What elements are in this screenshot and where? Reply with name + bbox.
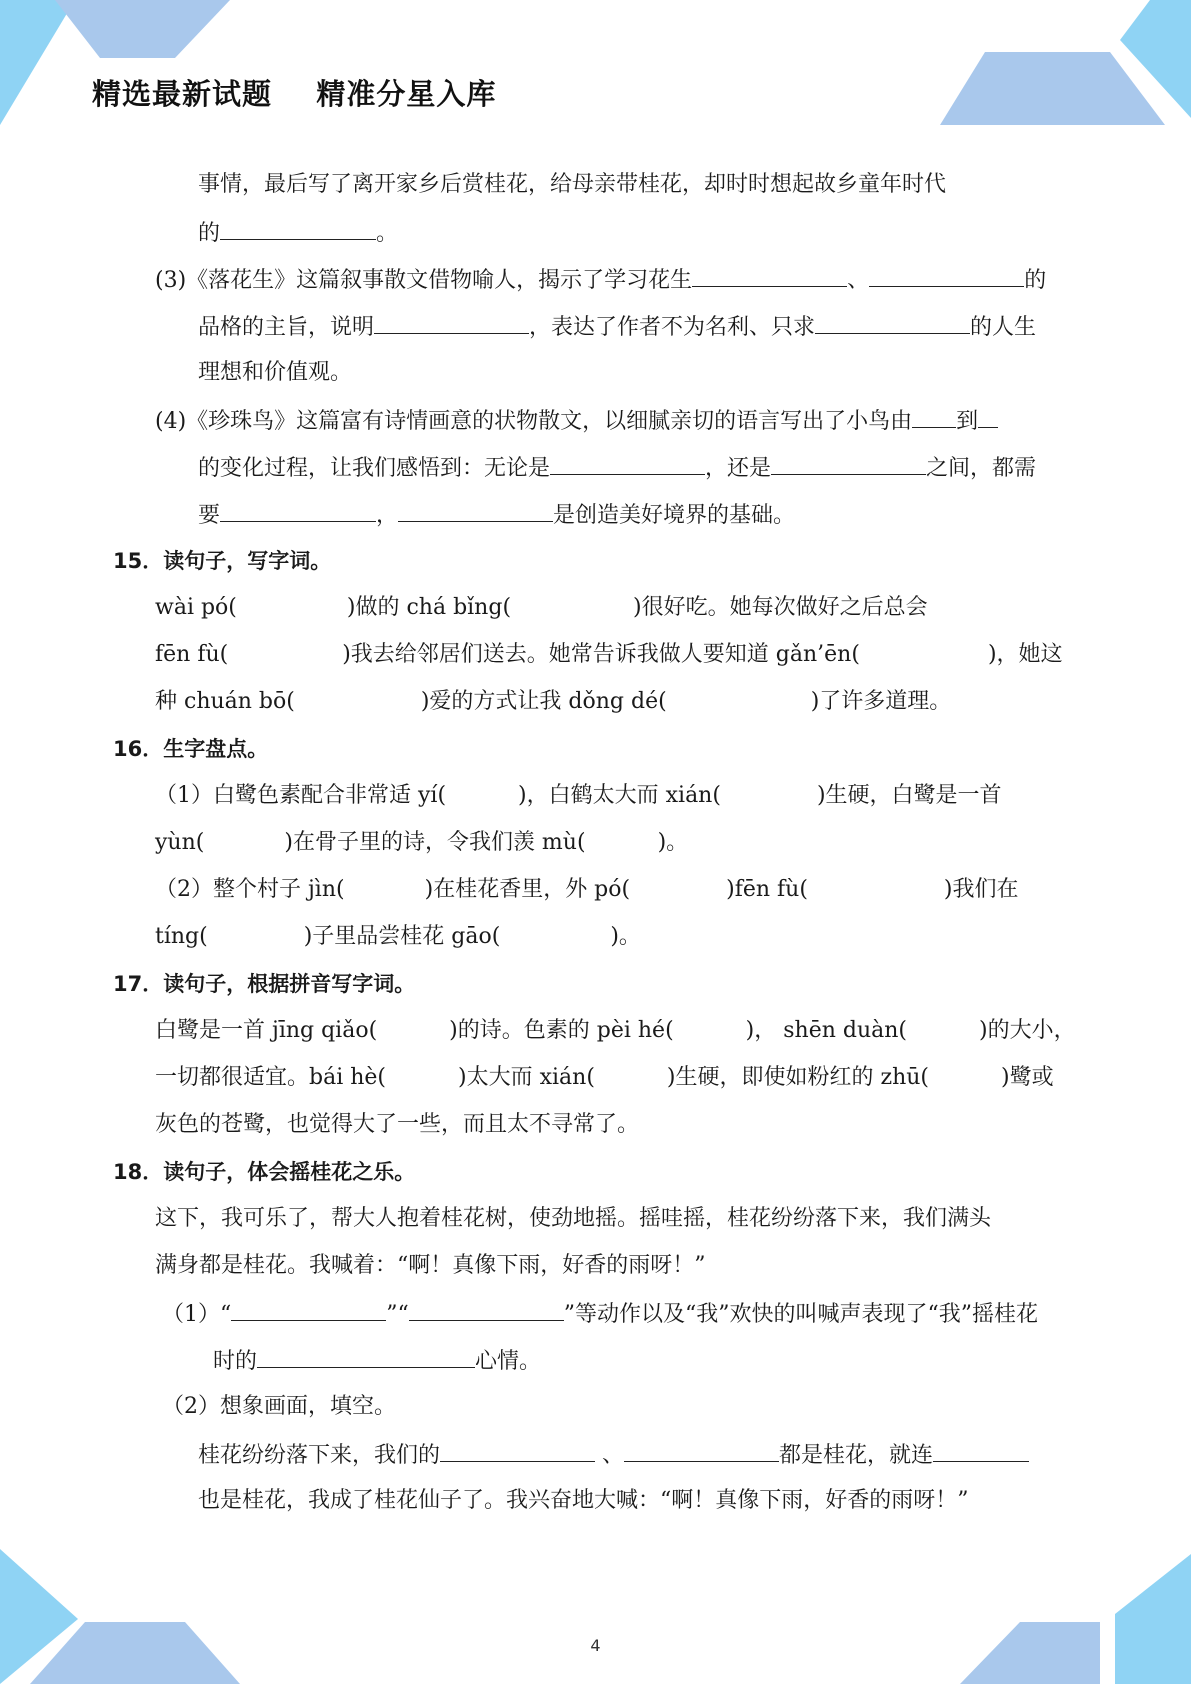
answer-blank[interactable] — [220, 499, 376, 522]
text-line: 白鹭是一首 jīng qiǎo( )的诗。色素的 pèi hé( )， shēn duàn( )的大小， — [155, 1018, 1076, 1043]
answer-blank[interactable] — [398, 499, 553, 522]
text-line: （2）整个村子 jìn( )在桂花香里，外 pó( )fēn fù( )我们在 — [155, 877, 1019, 902]
text-line: (3)《落花生》这篇叙事散文借物喻人，揭示了学习花生 、 的 — [155, 264, 1046, 296]
text-line: （1）“ ”“ ”等动作以及“我”欢快的叫喊声表现了“我”摇桂花 — [162, 1298, 1038, 1330]
text-line: fēn fù( )我去给邻居们送去。她常告诉我做人要知道 gǎn’ēn( )，她这 — [155, 642, 1063, 667]
text-line: tíng( )子里品尝桂花 gāo( )。 — [155, 924, 641, 949]
text-line: 品格的主旨，说明 ，表达了作者不为名利、只求 的人生 — [198, 311, 1036, 343]
answer-blank[interactable] — [220, 217, 376, 240]
answer-blank[interactable] — [912, 405, 956, 428]
question-title: 18．读句子，体会摇桂花之乐。 — [113, 1160, 416, 1184]
text-line: 的 。 — [198, 217, 398, 249]
answer-blank[interactable] — [815, 311, 970, 334]
text-line: yùn( )在骨子里的诗，令我们羡 mù( )。 — [155, 830, 689, 855]
answer-blank[interactable] — [978, 405, 998, 428]
answer-blank[interactable] — [257, 1345, 475, 1368]
answer-blank[interactable] — [624, 1439, 779, 1462]
answer-blank[interactable] — [440, 1439, 595, 1462]
answer-blank[interactable] — [409, 1298, 564, 1321]
corner-decoration-bottom — [0, 1534, 1191, 1684]
page-number: 4 — [590, 1636, 601, 1655]
answer-blank[interactable] — [869, 264, 1024, 287]
text-line: 理想和价值观。 — [198, 360, 353, 385]
answer-blank[interactable] — [231, 1298, 386, 1321]
text-line: （1）白鹭色素配合非常适 yí( )，白鹤太大而 xián( )生硬，白鹭是一首 — [155, 783, 1002, 808]
text-line: 桂花纷纷落下来，我们的 、 都是桂花，就连 — [198, 1439, 1029, 1471]
text-line: 一切都很适宜。bái hè( )太大而 xián( )生硬，即使如粉红的 zhū( )鹭或 — [155, 1065, 1054, 1090]
answer-blank[interactable] — [771, 452, 926, 475]
text-line: 满身都是桂花。我喊着：“啊！真像下雨，好香的雨呀！” — [155, 1253, 706, 1278]
text-line: wài pó( )做的 chá bǐng( )很好吃。她每次做好之后总会 — [155, 595, 928, 620]
text-line: 要 ， 是创造美好境界的基础。 — [198, 499, 795, 531]
question-title: 16．生字盘点。 — [113, 737, 269, 761]
question-title: 17．读句子，根据拼音写字词。 — [113, 972, 416, 996]
text-line: 事情，最后写了离开家乡后赏桂花，给母亲带桂花，却时时想起故乡童年时代 — [198, 172, 947, 197]
question-title: 15．读句子，写字词。 — [113, 549, 332, 573]
text-line: 的变化过程，让我们感悟到：无论是 ，还是 之间，都需 — [198, 452, 1036, 484]
text-line: 时的 心情。 — [213, 1345, 541, 1377]
text-line: 种 chuán bō( )爱的方式让我 dǒng dé( )了许多道理。 — [155, 689, 952, 714]
answer-blank[interactable] — [374, 311, 529, 334]
text-line: 也是桂花，我成了桂花仙子了。我兴奋地大喊：“啊！真像下雨，好香的雨呀！” — [198, 1488, 969, 1513]
answer-blank[interactable] — [692, 264, 847, 287]
text-line: 这下，我可乐了，帮大人抱着桂花树，使劲地摇。摇哇摇，桂花纷纷落下来，我们满头 — [155, 1206, 992, 1231]
text-line: 灰色的苍鹭，也觉得大了一些，而且太不寻常了。 — [155, 1112, 640, 1137]
answer-blank[interactable] — [550, 452, 705, 475]
header-title: 精选最新试题 精准分星入库 — [92, 77, 497, 111]
answer-blank[interactable] — [933, 1439, 1029, 1462]
corner-decoration-top — [0, 0, 1191, 140]
text-line: （2）想象画面，填空。 — [162, 1394, 396, 1419]
text-line: (4)《珍珠鸟》这篇富有诗情画意的状物散文，以细腻亲切的语言写出了小鸟由 到 — [155, 405, 998, 437]
